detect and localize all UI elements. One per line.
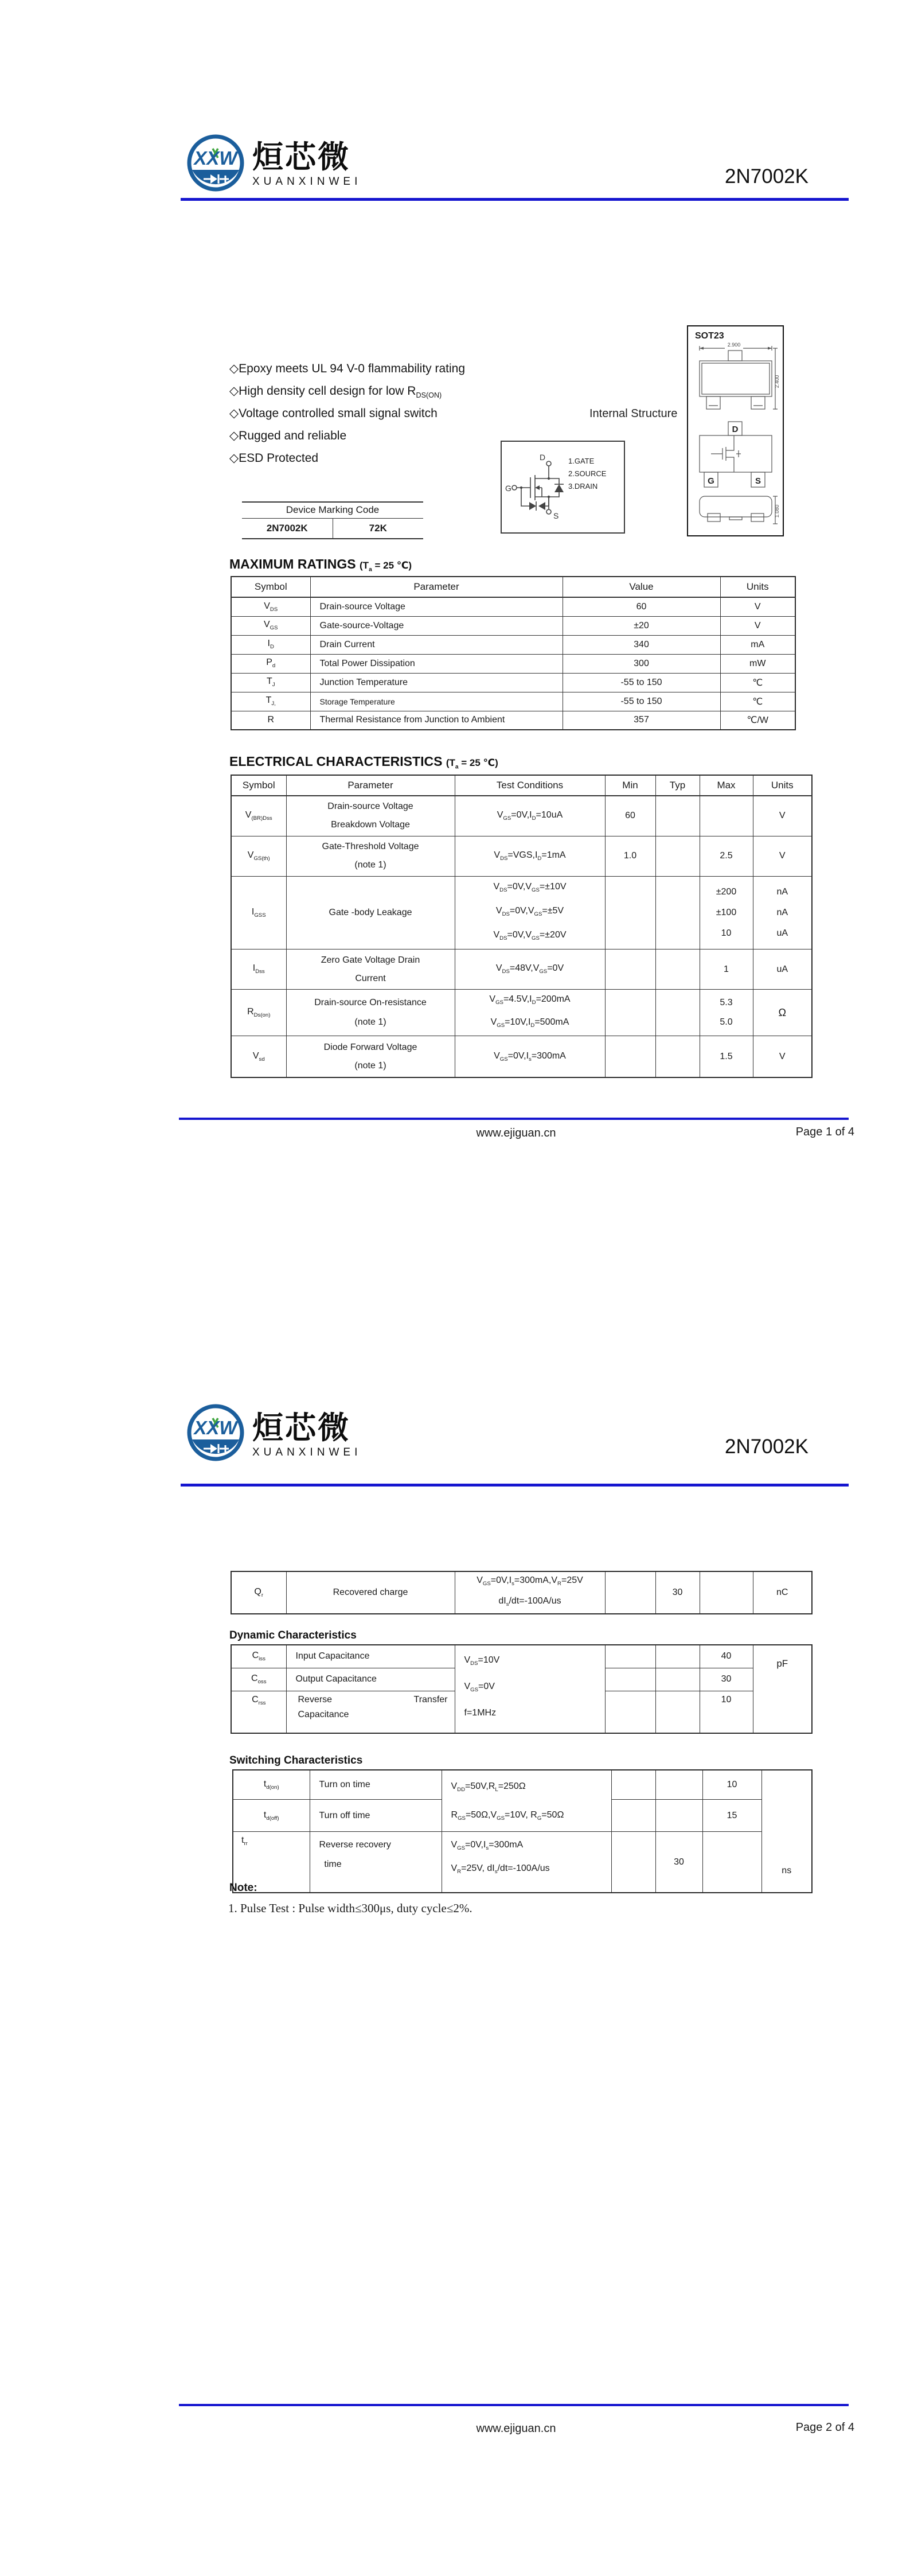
max-ratings-heading: [229, 557, 412, 573]
feature-item: ◇Voltage controlled small signal switch: [229, 407, 438, 420]
dim-height-label: 2.400: [774, 375, 780, 388]
units-cell: V: [720, 597, 795, 616]
parameter-cell: Gate-Threshold Voltage (note 1): [286, 836, 455, 876]
table-row: [231, 654, 795, 673]
feature-list: [229, 361, 465, 473]
pin-legend-gate: 1.GATE: [568, 457, 595, 465]
parameter-cell: [286, 1691, 455, 1733]
typ-cell: [655, 1799, 702, 1832]
units-cell: Ω: [753, 990, 812, 1036]
typ-cell: 30: [655, 1832, 702, 1893]
typ-cell: [655, 796, 700, 836]
min-cell: 1.0: [605, 836, 655, 876]
parameter-cell: Drain-source On-resistance (note 1): [286, 990, 455, 1036]
note-heading: Note:: [229, 1882, 257, 1894]
min-cell: [605, 950, 655, 990]
footer-website: www.ejiguan.cn: [476, 1127, 556, 1139]
dynamic-table: [231, 1644, 813, 1734]
table-row: [231, 796, 812, 836]
header-symbol: Symbol: [231, 577, 310, 597]
parameter-cell: Drain-source Voltage Breakdown Voltage: [286, 796, 455, 836]
conditions-cell: $V_{DD}=50V,R_L=250\Omega$ $R_{GS}=50\Omega,V_{GS}=10V$, $R_G=50\Omega$: [442, 1770, 611, 1832]
part-number: 2N7002K: [725, 1435, 809, 1458]
symbol-cell: $R_{Ds(on)}$: [231, 990, 286, 1036]
min-cell: [611, 1799, 655, 1832]
max-cell: 15: [702, 1799, 761, 1832]
dim-thickness-label: 1.080: [774, 504, 780, 518]
table-row: [231, 836, 812, 876]
typ-cell: [655, 876, 700, 950]
table-row: [242, 518, 423, 539]
units-cell: V: [720, 616, 795, 635]
symbol-cell: $T_{J,}$: [231, 692, 310, 711]
footer-page-number: Page 1 of 4: [795, 1126, 854, 1138]
units-cell: ns: [761, 1770, 812, 1893]
min-cell: [605, 1571, 655, 1614]
symbol-cell: $Q_r$: [231, 1571, 286, 1614]
header-units: Units: [720, 577, 795, 597]
max-cell: 1.5: [700, 1036, 753, 1077]
units-cell: nA nA uA: [753, 876, 812, 950]
max-cell: [700, 1571, 753, 1614]
conditions-cell: $V_{GS}=0V,I_s=300mA$ $V_R=25V$, $dI_s/dt=-100A/us$: [442, 1832, 611, 1893]
parameter-cell: Drain-source Voltage: [310, 597, 563, 616]
parameter-cell: Thermal Resistance from Junction to Ambient: [310, 711, 563, 730]
brand-text: [252, 141, 361, 188]
header-max: Max: [700, 775, 753, 796]
table-header-row: [231, 775, 812, 796]
conditions-cell: $V_{DS}=48V,V_{GS}=0V$: [455, 950, 605, 990]
units-cell: pF: [753, 1645, 812, 1733]
max-cell: [702, 1832, 761, 1893]
units-cell: mA: [720, 635, 795, 654]
max-cell: 30: [700, 1668, 753, 1691]
min-cell: [605, 990, 655, 1036]
table-row: [231, 616, 795, 635]
value-cell: -55 to 150: [563, 673, 720, 692]
table-row: [231, 1571, 812, 1614]
max-cell: 5.3 5.0: [700, 990, 753, 1036]
conditions-cell: $V_{DS}=10V$ $V_{GS}=0V$ f=1MHz: [455, 1645, 605, 1733]
parameter-cell: Turn off time: [310, 1799, 442, 1832]
header-rule: [181, 198, 849, 201]
marking-title-cell: Device Marking Code: [242, 502, 423, 518]
symbol-cell: $I_{Dss}$: [231, 950, 286, 990]
pin-legend-source: 2.SOURCE: [568, 469, 607, 478]
electrical-table: [231, 775, 813, 1078]
conditions-cell: $V_{GS}=0V,I_D=10uA$: [455, 796, 605, 836]
typ-cell: [655, 1770, 702, 1799]
brand-logo-icon: [186, 1403, 245, 1462]
max-cell: 10: [702, 1770, 761, 1799]
brand-name-cn: 烜芯微: [252, 1411, 350, 1445]
parameter-cell: Junction Temperature: [310, 673, 563, 692]
internal-structure-box: [501, 441, 625, 534]
footer-page-number: Page 2 of 4: [795, 2421, 854, 2434]
value-cell: ±20: [563, 616, 720, 635]
pin-legend-drain: 3.DRAIN: [568, 482, 598, 491]
max-ratings-title: MAXIMUM RATINGS: [229, 557, 356, 571]
units-cell: ℃/W: [720, 711, 795, 730]
package-outline-box: [687, 325, 784, 536]
units-cell: V: [753, 836, 812, 876]
symbol-cell: $V_{sd}$: [231, 1036, 286, 1077]
table-row: [231, 635, 795, 654]
units-cell: V: [753, 796, 812, 836]
feature-item: ◇Rugged and reliable: [229, 429, 347, 442]
value-cell: 340: [563, 635, 720, 654]
symbol-cell: $t_{d(on)}$: [233, 1770, 310, 1799]
min-cell: [611, 1770, 655, 1799]
symbol-cell: $V_{GS(th)}$: [231, 836, 286, 876]
conditions-cell: $V_{GS}=0V,I_s=300mA$: [455, 1036, 605, 1077]
typ-cell: [655, 950, 700, 990]
min-cell: 60: [605, 796, 655, 836]
recovered-charge-table: [231, 1571, 813, 1614]
min-cell: [605, 1691, 655, 1733]
max-ratings-table: [231, 576, 796, 730]
table-row: [231, 597, 795, 616]
pkg-source-label: S: [755, 476, 761, 486]
header-typ: Typ: [655, 775, 700, 796]
switching-table: [232, 1769, 813, 1893]
brand-name-cn: 烜芯微: [252, 140, 350, 174]
conditions-cell: $V_{GS}=4.5V,I_D=200mA$ $V_{GS}=10V,I_D=500mA$: [455, 990, 605, 1036]
electrical-title: ELECTRICAL CHARACTERISTICS: [229, 754, 443, 769]
parameter-word: Reverse: [298, 1694, 333, 1705]
brand-text: [252, 1412, 361, 1459]
symbol-cell: R: [231, 711, 310, 730]
marking-code-cell: 72K: [333, 518, 423, 539]
parameter-cell: Total Power Dissipation: [310, 654, 563, 673]
parameter-cell: Drain Current: [310, 635, 563, 654]
min-cell: [605, 1668, 655, 1691]
parameter-cell: Reverse recovery time: [310, 1832, 442, 1893]
header-parameter: Parameter: [286, 775, 455, 796]
header-rule: [181, 1484, 849, 1487]
value-cell: 357: [563, 711, 720, 730]
max-cell: 1: [700, 950, 753, 990]
symbol-cell: $V_{DS}$: [231, 597, 310, 616]
units-cell: nC: [753, 1571, 812, 1614]
source-terminal-label: S: [553, 511, 559, 520]
value-cell: 300: [563, 654, 720, 673]
max-cell: [700, 796, 753, 836]
parameter-cell: Diode Forward Voltage (note 1): [286, 1036, 455, 1077]
units-cell: uA: [753, 950, 812, 990]
typ-cell: [655, 1645, 700, 1668]
symbol-cell: $P_d$: [231, 654, 310, 673]
pkg-drain-label: D: [732, 425, 739, 434]
table-header-row: [231, 577, 795, 597]
table-row: [242, 502, 423, 518]
table-row: [233, 1832, 812, 1893]
symbol-cell: $C_{iss}$: [231, 1645, 286, 1668]
package-name: SOT23: [695, 331, 724, 341]
feature-item: ◇ESD Protected: [229, 452, 319, 465]
pkg-gate-label: G: [708, 476, 714, 486]
typ-cell: [655, 1668, 700, 1691]
symbol-cell: $C_{rss}$: [231, 1691, 286, 1733]
min-cell: [605, 876, 655, 950]
parameter-word: Capacitance: [298, 1709, 349, 1719]
gate-terminal-label: G: [505, 484, 511, 493]
value-cell: 60: [563, 597, 720, 616]
max-cell: ±200 ±100 10: [700, 876, 753, 950]
symbol-cell: $C_{oss}$: [231, 1668, 286, 1691]
parameter-cell: Zero Gate Voltage Drain Current: [286, 950, 455, 990]
symbol-cell: $V_{GS}$: [231, 616, 310, 635]
dim-width-label: 2.900: [727, 342, 741, 348]
brand-name-en: XUANXINWEI: [252, 1446, 362, 1458]
brand-logo-icon: [186, 134, 245, 192]
symbol-cell: $T_J$: [231, 673, 310, 692]
value-cell: -55 to 150: [563, 692, 720, 711]
logo-monogram: XXW: [194, 147, 237, 169]
electrical-condition: ($T_a = 25$ ℃): [446, 757, 498, 771]
conditions-cell: $V_{DS}=0V,V_{GS}=\pm 10V$ $V_{DS}=0V,V_{GS}=\pm 5V$ $V_{DS}=0V,V_{GS}=\pm 20V$: [455, 876, 605, 950]
dynamic-heading: Dynamic Characteristics: [229, 1629, 357, 1641]
units-cell: ℃: [720, 673, 795, 692]
header-units: Units: [753, 775, 812, 796]
header-parameter: Parameter: [310, 577, 563, 597]
brand-name-en: XUANXINWEI: [252, 175, 362, 188]
mosfet-schematic-icon: [502, 442, 624, 532]
table-row: [231, 1036, 812, 1077]
footer-rule: [179, 1118, 849, 1120]
logo-monogram: XXW: [194, 1417, 237, 1438]
max-cell: 10: [700, 1691, 753, 1733]
units-cell: ℃: [720, 692, 795, 711]
table-row: [231, 876, 812, 950]
table-row: [231, 711, 795, 730]
min-cell: [611, 1832, 655, 1893]
parameter-cell: Storage Temperature: [310, 692, 563, 711]
device-marking-table: [242, 501, 423, 539]
symbol-cell: $I_D$: [231, 635, 310, 654]
header-conditions: Test Conditions: [455, 775, 605, 796]
symbol-cell: $V_{(BR)Dss}$: [231, 796, 286, 836]
units-cell: mW: [720, 654, 795, 673]
parameter-cell: Output Capacitance: [286, 1668, 455, 1691]
units-cell: V: [753, 1036, 812, 1077]
symbol-cell: $t_{rr}$: [233, 1832, 310, 1893]
typ-cell: [655, 836, 700, 876]
part-number: 2N7002K: [725, 165, 809, 188]
feature-item: ◇High density cell design for low $R_{DS(ON)}$: [229, 384, 442, 400]
marking-device-cell: 2N7002K: [242, 518, 333, 539]
symbol-cell: $t_{d(off)}$: [233, 1799, 310, 1832]
max-ratings-condition: ($T_a = 25$ ℃): [360, 560, 412, 573]
table-row: [231, 950, 812, 990]
typ-cell: 30: [655, 1571, 700, 1614]
parameter-cell: Gate -body Leakage: [286, 876, 455, 950]
electrical-heading: [229, 754, 498, 770]
header-value: Value: [563, 577, 720, 597]
header-symbol: Symbol: [231, 775, 286, 796]
table-row: [231, 990, 812, 1036]
parameter-cell: Turn on time: [310, 1770, 442, 1799]
note-text: 1. Pulse Test : Pulse width≤300μs, duty cycle≤2%.: [228, 1901, 472, 1915]
table-row: [233, 1770, 812, 1799]
conditions-cell: $V_{DS}=VGS,I_D=1mA$: [455, 836, 605, 876]
internal-structure-label: Internal Structure: [589, 407, 678, 420]
footer-website: www.ejiguan.cn: [476, 2422, 556, 2435]
min-cell: [605, 1036, 655, 1077]
max-cell: 2.5: [700, 836, 753, 876]
typ-cell: [655, 990, 700, 1036]
footer-rule: [179, 2404, 849, 2406]
table-row: [231, 673, 795, 692]
max-cell: 40: [700, 1645, 753, 1668]
table-row: [231, 1645, 812, 1668]
table-row: [231, 692, 795, 711]
drain-terminal-label: D: [540, 453, 546, 462]
parameter-cell: Recovered charge: [286, 1571, 455, 1614]
min-cell: [605, 1645, 655, 1668]
symbol-cell: $I_{GSS}$: [231, 876, 286, 950]
conditions-cell: $V_{GS}=0V,I_s=300mA,V_R=25V$ $dI_s/dt=-100A/us$: [455, 1571, 605, 1614]
parameter-cell: Gate-source-Voltage: [310, 616, 563, 635]
feature-item: ◇Epoxy meets UL 94 V-0 flammability rating: [229, 362, 466, 375]
typ-cell: [655, 1691, 700, 1733]
package-drawing-icon: [688, 341, 780, 531]
switching-heading: Switching Characteristics: [229, 1754, 363, 1766]
header-min: Min: [605, 775, 655, 796]
parameter-word: Transfer: [413, 1694, 448, 1705]
parameter-cell: Input Capacitance: [286, 1645, 455, 1668]
typ-cell: [655, 1036, 700, 1077]
